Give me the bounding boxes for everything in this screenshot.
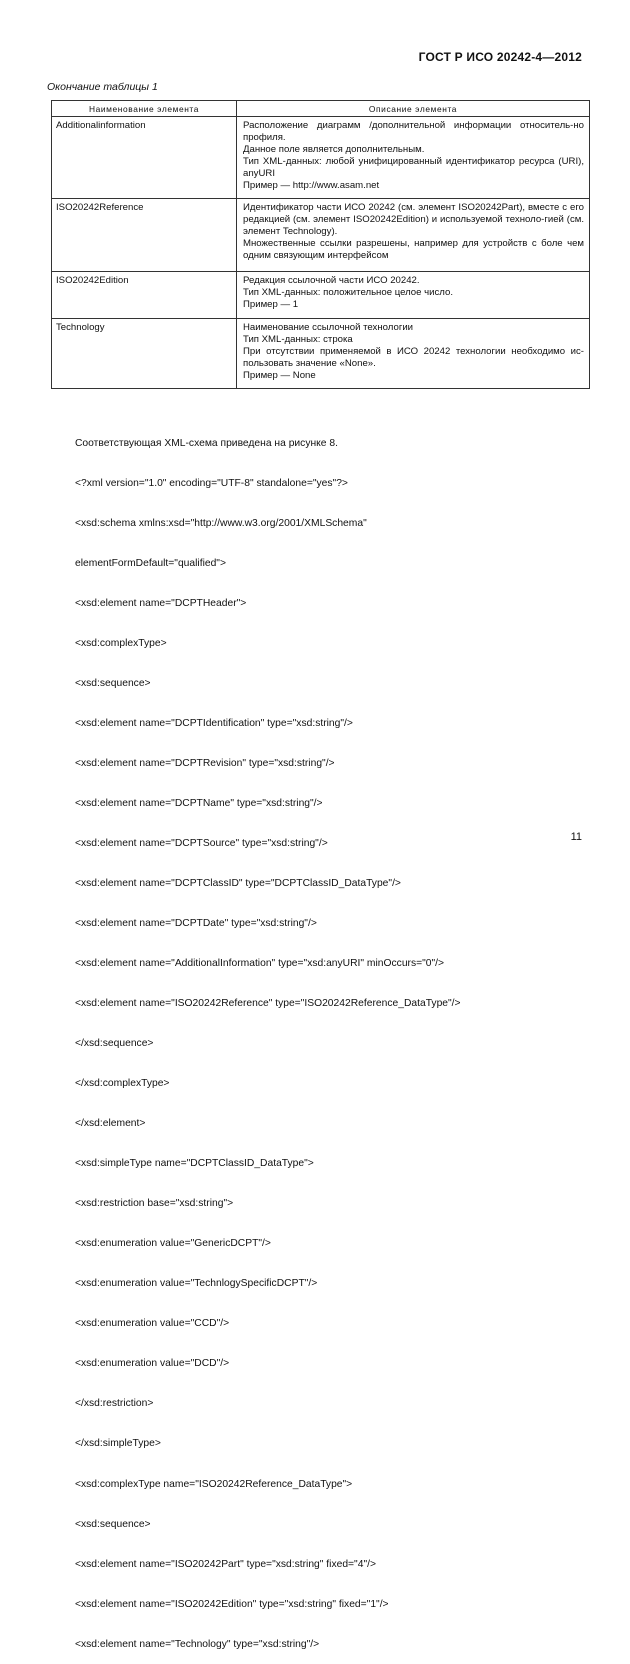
column-header-description: Описание элемента xyxy=(237,101,590,117)
description-line: Пример — 1 xyxy=(243,299,299,310)
code-line: <xsd:sequence> xyxy=(75,1518,151,1530)
elements-table xyxy=(51,100,590,389)
description-line: Тип XML-данных: любой унифицированный идентификатор ресурса (URI), anyURI xyxy=(243,156,584,179)
description-line: Редакция ссылочной части ИСО 20242. xyxy=(243,275,420,286)
code-line: </xsd:simpleType> xyxy=(75,1438,161,1450)
code-line: <xsd:element name="DCPTSource" type="xsd:string"/> xyxy=(75,838,328,849)
code-line: <xsd:element name="ISO20242Part" type="xsd:string" fixed="4"/> xyxy=(75,1558,376,1570)
code-line: <xsd:element name="AdditionalInformation" type="xsd:anyURI" minOccurs="0"/> xyxy=(75,958,445,970)
code-line: <?xml version="1.0" encoding="UTF-8" standalone="yes"?> xyxy=(75,477,348,489)
table-caption: Окончание таблицы 1 xyxy=(47,81,158,93)
code-line: <xsd:complexType> xyxy=(75,637,167,649)
page-number: 11 xyxy=(570,831,582,843)
table-row xyxy=(52,319,590,389)
code-line: </xsd:restriction> xyxy=(75,1398,154,1410)
code-line: <xsd:element name="Technology" type="xsd:string"/> xyxy=(75,1638,320,1650)
description-line: Пример — http://www.asam.net xyxy=(243,180,380,191)
code-line: <xsd:restriction base="xsd:string"> xyxy=(75,1198,234,1210)
table-row xyxy=(52,199,590,272)
code-line: <xsd:enumeration value="GenericDCPT"/> xyxy=(75,1238,271,1250)
code-line: <xsd:sequence> xyxy=(75,677,151,689)
description-line: Наименование ссылочной технологии xyxy=(243,322,414,333)
document-header: ГОСТ Р ИСО 20242-4—2012 xyxy=(418,50,582,64)
code-line: <xsd:schema xmlns:xsd="http://www.w3.org/2001/XMLSchema" xyxy=(75,517,367,529)
description-line: При отсутствии применяемой в ИСО 20242 технологии необходимо ис-пользовать значение «None». xyxy=(243,346,584,369)
description-line: Идентификатор части ИСО 20242 (см. элемент ISO20242Part), вместе с его редакцией (см. элемент ISO20242Edition) и используемой техноло-гией (см. элемент Technology). xyxy=(243,202,584,237)
code-line: <xsd:simpleType name="DCPTClassID_DataType"> xyxy=(75,1158,314,1170)
code-line: <xsd:element name="DCPTIdentification" type="xsd:string"/> xyxy=(75,717,353,729)
code-line: </xsd:complexType> xyxy=(75,1078,170,1090)
table-header-row xyxy=(52,101,590,117)
code-line: <xsd:enumeration value="DCD"/> xyxy=(75,1358,230,1370)
code-line: elementFormDefault="qualified"> xyxy=(75,557,226,569)
element-name-cell: ISO20242Edition xyxy=(52,272,237,319)
code-line: <xsd:element name="DCPTHeader"> xyxy=(75,597,247,609)
element-name-cell: Additionalinformation xyxy=(52,117,237,199)
description-line: Данное поле является дополнительным. xyxy=(243,144,425,155)
element-name-cell: Technology xyxy=(52,319,237,389)
code-line: <xsd:element name="DCPTDate" type="xsd:string"/> xyxy=(75,918,317,930)
code-line: <xsd:enumeration value="TechnlogySpecificDCPT"/> xyxy=(75,1278,318,1290)
element-name-cell: ISO20242Reference xyxy=(52,199,237,272)
code-line: <xsd:element name="DCPTClassID" type="DCPTClassID_DataType"/> xyxy=(75,878,401,890)
listing-intro: Соответствующая XML-схема приведена на рисунке 8. xyxy=(75,437,338,449)
element-description-cell xyxy=(237,272,590,319)
description-line: Тип XML-данных: строка xyxy=(243,334,353,345)
code-line: </xsd:element> xyxy=(75,1118,146,1130)
code-line: </xsd:sequence> xyxy=(75,1038,154,1050)
code-line: <xsd:element name="ISO20242Edition" type="xsd:string" fixed="1"/> xyxy=(75,1598,389,1610)
table-row xyxy=(52,117,590,199)
code-line: <xsd:element name="ISO20242Reference" type="ISO20242Reference_DataType"/> xyxy=(75,998,461,1010)
element-description-cell xyxy=(237,117,590,199)
xml-schema-listing xyxy=(75,410,595,1664)
code-line: <xsd:enumeration value="CCD"/> xyxy=(75,1318,230,1330)
column-header-name: Наименование элемента xyxy=(52,101,237,117)
code-line: <xsd:element name="DCPTRevision" type="xsd:string"/> xyxy=(75,757,335,769)
code-line: <xsd:element name="DCPTName" type="xsd:string"/> xyxy=(75,797,323,809)
description-line: Тип XML-данных: положительное целое число. xyxy=(243,287,454,298)
element-description-cell xyxy=(237,319,590,389)
description-line: Расположение диаграмм /дополнительной информации относитель-но профиля. xyxy=(243,120,584,143)
description-line: Пример — None xyxy=(243,370,316,381)
code-line: <xsd:complexType name="ISO20242Reference_DataType"> xyxy=(75,1478,353,1490)
description-line: Множественные ссылки разрешены, например для устройств с боле чем одним связующим интерфейсом xyxy=(243,238,584,261)
table-row xyxy=(52,272,590,319)
element-description-cell xyxy=(237,199,590,272)
